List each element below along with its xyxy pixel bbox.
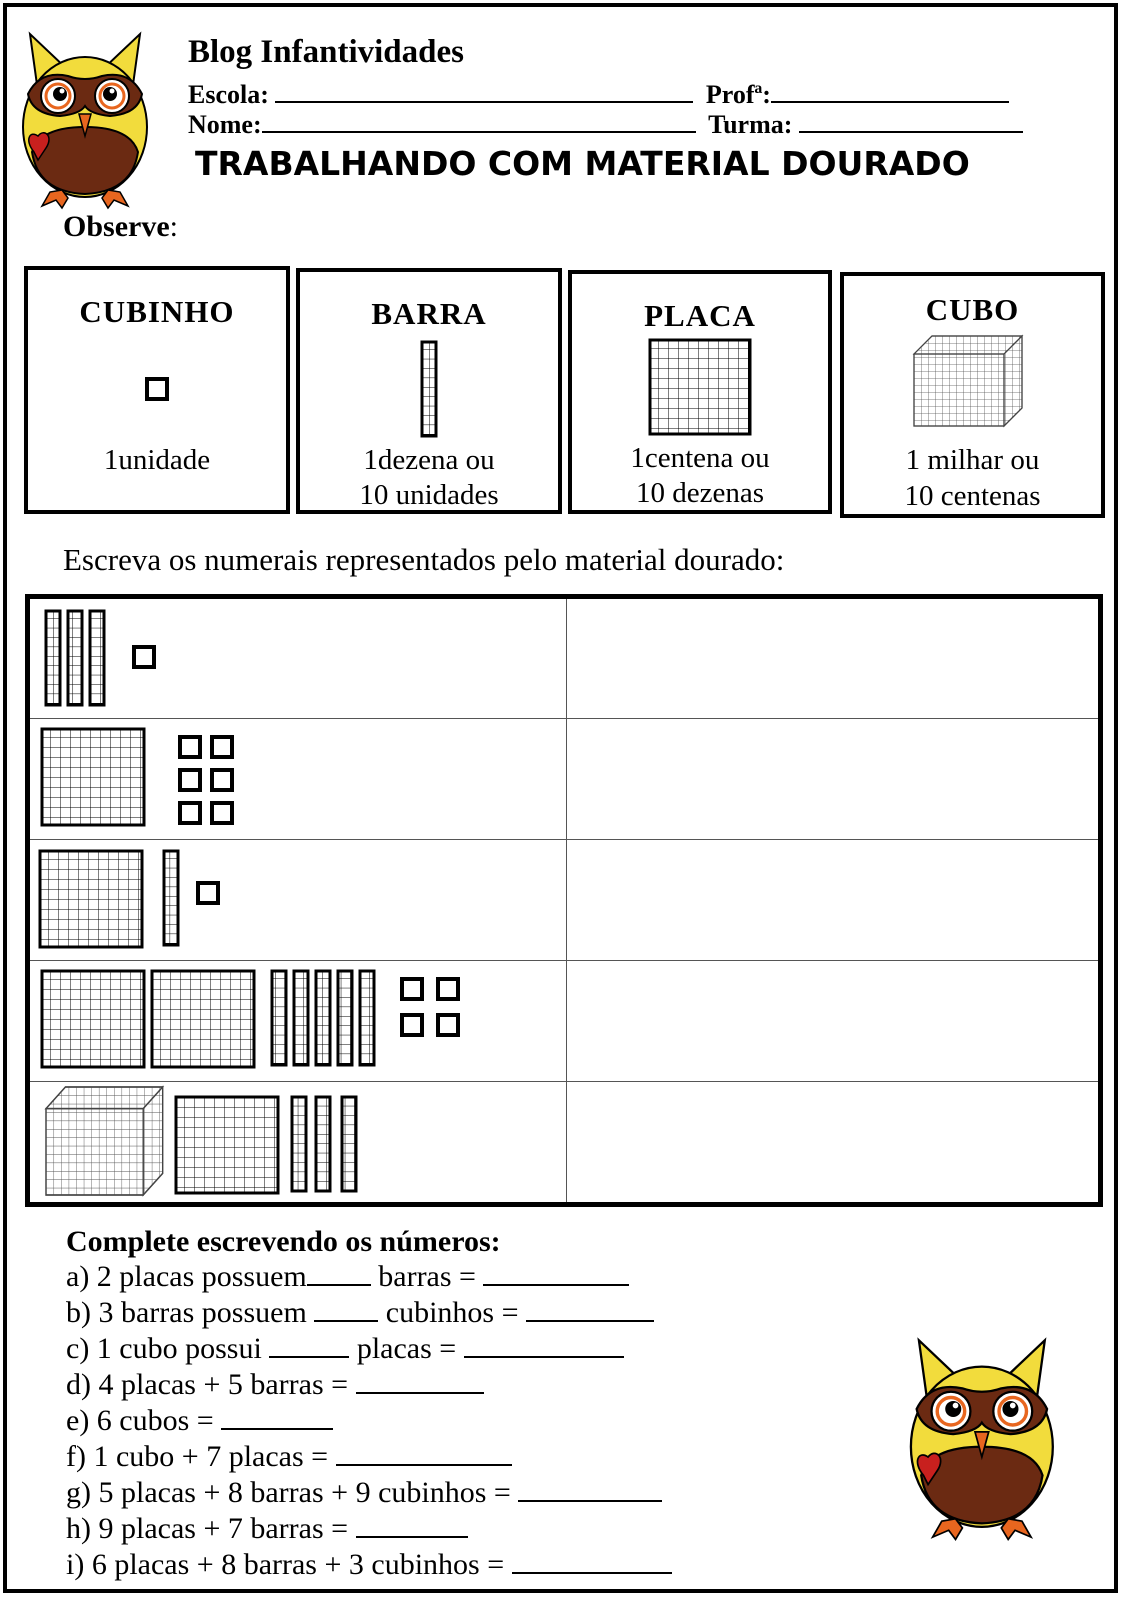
question-d: d) 4 placas + 5 barras = [66, 1368, 484, 1402]
answer-cell-1[interactable] [567, 599, 1097, 718]
card-desc-2: 10 unidades [359, 479, 499, 511]
instruction: Escreva os numerais representados pelo material dourado: [63, 542, 785, 577]
cubinho [180, 737, 200, 757]
cubinho [212, 803, 232, 823]
placa [152, 971, 254, 1067]
cubinho-shape [145, 377, 171, 403]
cubinho [438, 979, 458, 999]
blog-name: Blog Infantividades [188, 34, 464, 70]
table-row-4-material [40, 969, 480, 1073]
answer-cell-5[interactable] [567, 1082, 1097, 1202]
question-e: e) 6 cubos = [66, 1404, 333, 1438]
blank[interactable] [483, 1262, 629, 1286]
barra [68, 611, 82, 705]
cubinho [180, 803, 200, 823]
barra [316, 1097, 330, 1191]
nome-row [188, 107, 1023, 140]
answer-cell-3[interactable] [567, 840, 1097, 960]
answer-cell-4[interactable] [567, 961, 1097, 1081]
escola-field[interactable] [275, 77, 693, 103]
barra [338, 971, 352, 1065]
card-desc-2: 10 centenas [904, 480, 1041, 512]
cubinho [198, 883, 218, 903]
blank[interactable] [526, 1298, 654, 1322]
card-desc: 1unidade [103, 444, 211, 476]
barra-shape [420, 340, 440, 440]
barra [46, 611, 60, 705]
card-desc-2: 10 dezenas [635, 477, 765, 509]
question-i: i) 6 placas + 8 barras + 3 cubinhos = [66, 1548, 672, 1582]
cubo [46, 1087, 163, 1195]
card-desc-1: 1centena ou [630, 442, 770, 474]
cubinho [438, 1015, 458, 1035]
card-cubo [840, 272, 1105, 518]
prof-field[interactable] [771, 77, 1009, 103]
escola-label: Escola: [188, 80, 269, 109]
question-g: g) 5 placas + 8 barras + 9 cubinhos = [66, 1476, 662, 1510]
turma-field[interactable] [799, 107, 1023, 133]
nome-label: Nome: [188, 110, 262, 139]
table-row-1-material [44, 609, 174, 709]
barra [164, 851, 178, 945]
card-placa [568, 270, 832, 514]
barra [294, 971, 308, 1065]
barra [342, 1097, 356, 1191]
nome-field[interactable] [262, 107, 696, 133]
complete-title: Complete escrevendo os números: [66, 1225, 501, 1258]
blank[interactable] [518, 1478, 662, 1502]
cubinho [180, 770, 200, 790]
card-title: CUBINHO [79, 294, 235, 329]
worksheet-title: TRABALHANDO COM MATERIAL DOURADO [195, 144, 970, 183]
card-desc-1: 1 milhar ou [905, 444, 1040, 476]
placa-shape [648, 338, 754, 438]
card-cubinho [24, 266, 290, 514]
cubinho [212, 770, 232, 790]
blank[interactable] [512, 1550, 672, 1574]
placa [42, 971, 144, 1067]
table-row-5-material [44, 1087, 364, 1199]
blank[interactable] [356, 1514, 468, 1538]
barra [316, 971, 330, 1065]
question-a: a) 2 placas possuem barras = [66, 1260, 629, 1294]
barra [292, 1097, 306, 1191]
card-barra [296, 268, 562, 514]
card-title: CUBO [925, 292, 1020, 327]
exercise-table [25, 594, 1103, 1207]
blank[interactable] [356, 1370, 484, 1394]
cubinho [134, 647, 154, 667]
observe-label: Observe: [63, 210, 178, 243]
cubo-shape [914, 336, 1026, 430]
owl-logo-top [20, 32, 152, 212]
card-desc-1: 1dezena ou [363, 444, 495, 476]
prof-label: Profª: [705, 80, 771, 109]
blank[interactable] [221, 1406, 333, 1430]
question-c: c) 1 cubo possui placas = [66, 1332, 624, 1366]
table-row-2-material [40, 727, 250, 831]
table-row-3-material [38, 849, 238, 953]
card-title: BARRA [371, 296, 487, 331]
barra [272, 971, 286, 1065]
blank[interactable] [307, 1262, 371, 1286]
blank[interactable] [464, 1334, 624, 1358]
question-b: b) 3 barras possuem cubinhos = [66, 1296, 654, 1330]
blank[interactable] [269, 1334, 349, 1358]
escola-row [188, 77, 1009, 110]
cubinho [212, 737, 232, 757]
answer-cell-2[interactable] [567, 719, 1097, 839]
cubinho [402, 1015, 422, 1035]
placa [42, 729, 144, 825]
cubinho [402, 979, 422, 999]
card-title: PLACA [644, 298, 756, 333]
turma-label: Turma: [708, 110, 793, 139]
blank[interactable] [336, 1442, 512, 1466]
owl-decoration-bottom [888, 1338, 1078, 1544]
barra [90, 611, 104, 705]
placa [40, 851, 142, 947]
blank[interactable] [314, 1298, 378, 1322]
placa [176, 1097, 278, 1193]
barra [360, 971, 374, 1065]
question-h: h) 9 placas + 7 barras = [66, 1512, 468, 1546]
question-f: f) 1 cubo + 7 placas = [66, 1440, 512, 1474]
